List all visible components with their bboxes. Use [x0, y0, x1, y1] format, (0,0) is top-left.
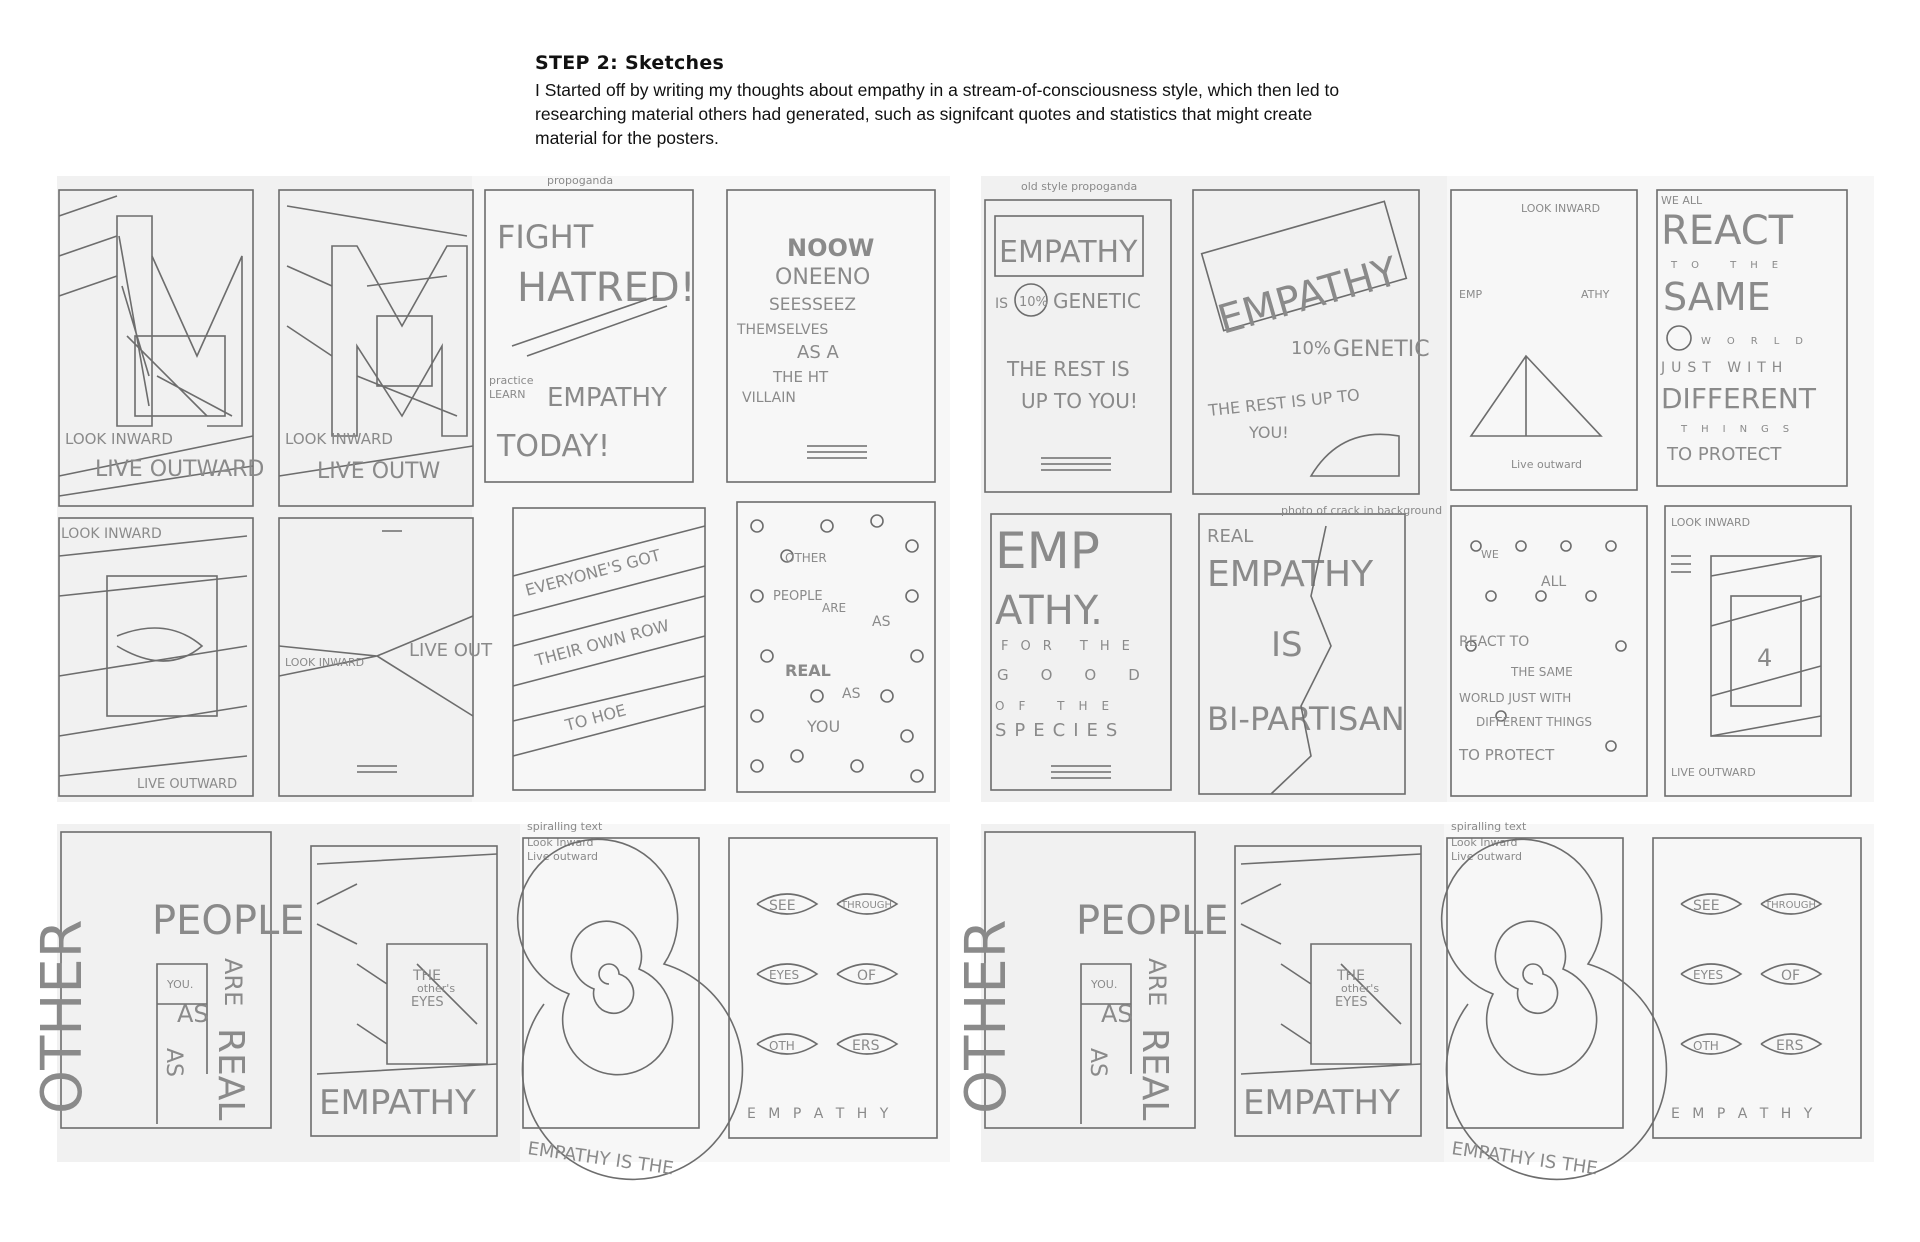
sketch-text: TODAY! — [497, 429, 611, 464]
sketch-note: LOOK INWARD — [285, 656, 365, 669]
sketch-text: FIGHT — [497, 218, 594, 256]
sketch-text: TO HOE — [563, 700, 629, 735]
sketch-text: OTHER — [30, 919, 95, 1114]
sketch-text: BI-PARTISAN — [1207, 700, 1405, 738]
sketch-text: LOOK INWARD — [61, 526, 162, 542]
sketch-text: GENETIC — [1333, 337, 1430, 362]
sketch-sheet-top-right — [981, 176, 1874, 802]
sketch-text: ATHY. — [995, 588, 1103, 634]
sketch-text: REAL — [785, 661, 831, 680]
sketch-note: EMP — [1459, 288, 1483, 301]
sketch-note: Live outward — [527, 850, 599, 863]
sketch-text: YOU! — [1249, 423, 1289, 442]
sketch-note: LOOK INWARD — [1671, 516, 1751, 529]
sketch-text: ERS — [852, 1038, 880, 1054]
sketch-text: ONEENO — [775, 265, 871, 290]
sketch-note: photo of crack in background — [1281, 504, 1443, 517]
sketch-text: AS — [1085, 1048, 1110, 1078]
sketch-note: other's — [1341, 982, 1380, 995]
sketch-text: AS — [177, 1000, 209, 1028]
sketch-note: WE ALL — [1661, 194, 1703, 207]
step-description: I Started off by writing my thoughts about empathy in a stream-of-consciousness style, which then led to researching material others had generated, such as signifcant quotes and statistics that might create material for the posters. — [535, 80, 1340, 148]
sketch-note: LIVE OUTWARD — [1671, 766, 1756, 779]
sketch-text: THROUGH — [841, 900, 893, 911]
sketch-sheet-top-left — [57, 176, 950, 802]
sketch-text: SEESSEEZ — [769, 295, 856, 315]
sketch-text: PEOPLE — [152, 898, 305, 944]
sketch-text: THE — [413, 968, 441, 984]
sketch-text: 10% — [1019, 295, 1048, 310]
sketch-note: LOOK INWARD — [1521, 202, 1601, 215]
sketch-text: EMPATHY — [1212, 248, 1404, 344]
sketch-text: JUST WITH — [1661, 360, 1789, 376]
sketch-text: HATRED! — [517, 265, 696, 311]
sketch-note: Look Inward — [527, 836, 594, 849]
sketch-text: LIVE OUT — [409, 640, 493, 661]
sketch-text: 4 — [1757, 644, 1773, 672]
sketch-text: E M P A T H Y — [747, 1106, 893, 1122]
sketch-sheet-bottom-right — [954, 820, 1874, 1180]
sketch-text: E M P A T H Y — [1671, 1106, 1817, 1122]
sketch-text: EMPATHY IS THE — [526, 1138, 675, 1180]
sketch-text: THINGS — [1681, 424, 1804, 435]
sketch-text: GENETIC — [1053, 289, 1141, 313]
sketch-note: ATHY — [1581, 288, 1610, 301]
sketch-note: Look Inward — [1451, 836, 1518, 849]
sketch-note: propoganda — [547, 174, 614, 187]
sketch-text: YOU. — [167, 978, 194, 991]
sketch-text: OF — [857, 968, 877, 984]
sketch-text: EMPATHY — [1243, 1083, 1400, 1123]
sketch-sheet-bottom-right-drawing — [954, 820, 1874, 1180]
sketch-text: EMPATHY — [999, 235, 1138, 270]
sketch-text: THE SAME — [1511, 665, 1573, 679]
sketch-text: THE — [1337, 968, 1365, 984]
sketch-text: DIFFERENT — [1661, 382, 1816, 415]
sketch-text: WORLD JUST WITH — [1459, 691, 1572, 705]
sketch-sheet-top-right-drawing — [981, 176, 1874, 802]
sketch-note: other's — [417, 982, 456, 995]
sketch-text: ALL — [1541, 574, 1567, 590]
sketch-text: OF — [1781, 968, 1801, 984]
sketch-text: IS — [1271, 625, 1303, 665]
sketch-text: SPECIES — [995, 720, 1126, 741]
sketch-text: REACT — [1661, 208, 1794, 254]
sketch-text: REAL — [1134, 1028, 1175, 1121]
sketch-text: VILLAIN — [742, 390, 796, 406]
sketch-text: AS — [1101, 1000, 1133, 1028]
sketch-text: THEIR OWN ROW — [533, 615, 672, 670]
sketch-text: THEMSELVES — [737, 322, 829, 338]
sketch-text: 10% — [1291, 338, 1332, 359]
sketch-text: LOOK INWARD — [65, 430, 173, 448]
sketch-text: LOOK INWARD — [285, 430, 393, 448]
sketch-text: YOU — [807, 717, 841, 736]
sketch-text: EYES — [1693, 968, 1724, 982]
sketch-text: OTHER — [785, 551, 827, 565]
sketch-text: YOU. — [1091, 978, 1118, 991]
sketch-text: SEE — [769, 898, 796, 914]
sketch-text: UP TO YOU! — [1021, 389, 1138, 413]
sketch-text: THROUGH — [1765, 900, 1817, 911]
sketch-text: EMPATHY — [319, 1083, 476, 1123]
sketch-text: PEOPLE — [1076, 898, 1229, 944]
sketch-text: EYES — [1335, 995, 1368, 1010]
sketch-text: TO PROTECT — [1459, 746, 1555, 764]
sketch-text: EMPATHY — [1207, 554, 1374, 595]
sketch-text: THE HT — [773, 368, 829, 386]
sketch-text: THE REST IS — [1007, 357, 1130, 381]
sketch-sheet-bottom-left-drawing — [30, 820, 950, 1180]
sketch-note: old style propoganda — [1021, 180, 1138, 193]
sketch-text: EVERYONE'S GOT — [523, 545, 663, 600]
sketch-note: WE — [1481, 548, 1499, 561]
sketch-text: EYES — [769, 968, 800, 982]
sketch-text: OTH — [769, 1039, 795, 1053]
sketch-sheet-top-left-drawing — [57, 176, 950, 802]
sketch-text: ERS — [1776, 1038, 1804, 1054]
sketch-text: EMP — [995, 522, 1100, 580]
sketch-text: OF THE — [995, 699, 1124, 713]
sketch-text: FOR THE — [1001, 639, 1142, 654]
sketch-note: Live outward — [1451, 850, 1523, 863]
sketch-text: AS A — [797, 342, 839, 363]
step-title: STEP 2: Sketches — [535, 52, 725, 74]
sketch-text: AS — [842, 686, 861, 702]
sketch-text: REAL — [1207, 526, 1254, 547]
sketch-note: practice — [489, 374, 534, 387]
sketch-text: EMPATHY — [547, 383, 667, 413]
sketch-note: LEARN — [489, 388, 526, 401]
sketch-text: SEE — [1693, 898, 1720, 914]
sketch-text: TO THE — [1671, 260, 1793, 271]
sketch-text: EYES — [411, 995, 444, 1010]
sketch-sheet-bottom-left — [30, 820, 950, 1180]
sketch-text: NOOW — [787, 234, 875, 262]
sketch-text: ARE — [219, 958, 247, 1007]
step-header — [535, 52, 1365, 150]
sketch-text: LIVE OUTWARD — [95, 457, 265, 482]
sketch-text: SAME — [1663, 275, 1771, 319]
sketch-text: LIVE OUTWARD — [137, 777, 238, 792]
sketch-note: Live outward — [1511, 458, 1583, 471]
sketch-note: spiralling text — [527, 820, 603, 833]
sketch-text: WORLD — [1701, 336, 1819, 347]
sketch-note: spiralling text — [1451, 820, 1527, 833]
sketch-text: REACT TO — [1459, 634, 1530, 650]
sketch-text: ARE — [1143, 958, 1171, 1007]
sketch-text: AS — [872, 614, 891, 630]
sketch-text: DIFFERENT THINGS — [1476, 715, 1592, 729]
sketch-text: LIVE OUTW — [317, 459, 441, 484]
sketch-text: EMPATHY IS THE — [1450, 1138, 1599, 1180]
sketch-text: REAL — [210, 1028, 251, 1121]
sketch-text: PEOPLE — [773, 589, 823, 604]
sketch-text: ARE — [822, 601, 847, 615]
sketch-text: IS — [995, 296, 1009, 312]
sketch-text: OTH — [1693, 1039, 1719, 1053]
sketch-text: AS — [161, 1048, 186, 1078]
sketch-text: OTHER — [954, 919, 1019, 1114]
sketch-text: TO PROTECT — [1667, 444, 1782, 465]
sketch-text: GOOD — [997, 666, 1172, 684]
sketch-text: THE REST IS UP TO — [1207, 385, 1361, 420]
